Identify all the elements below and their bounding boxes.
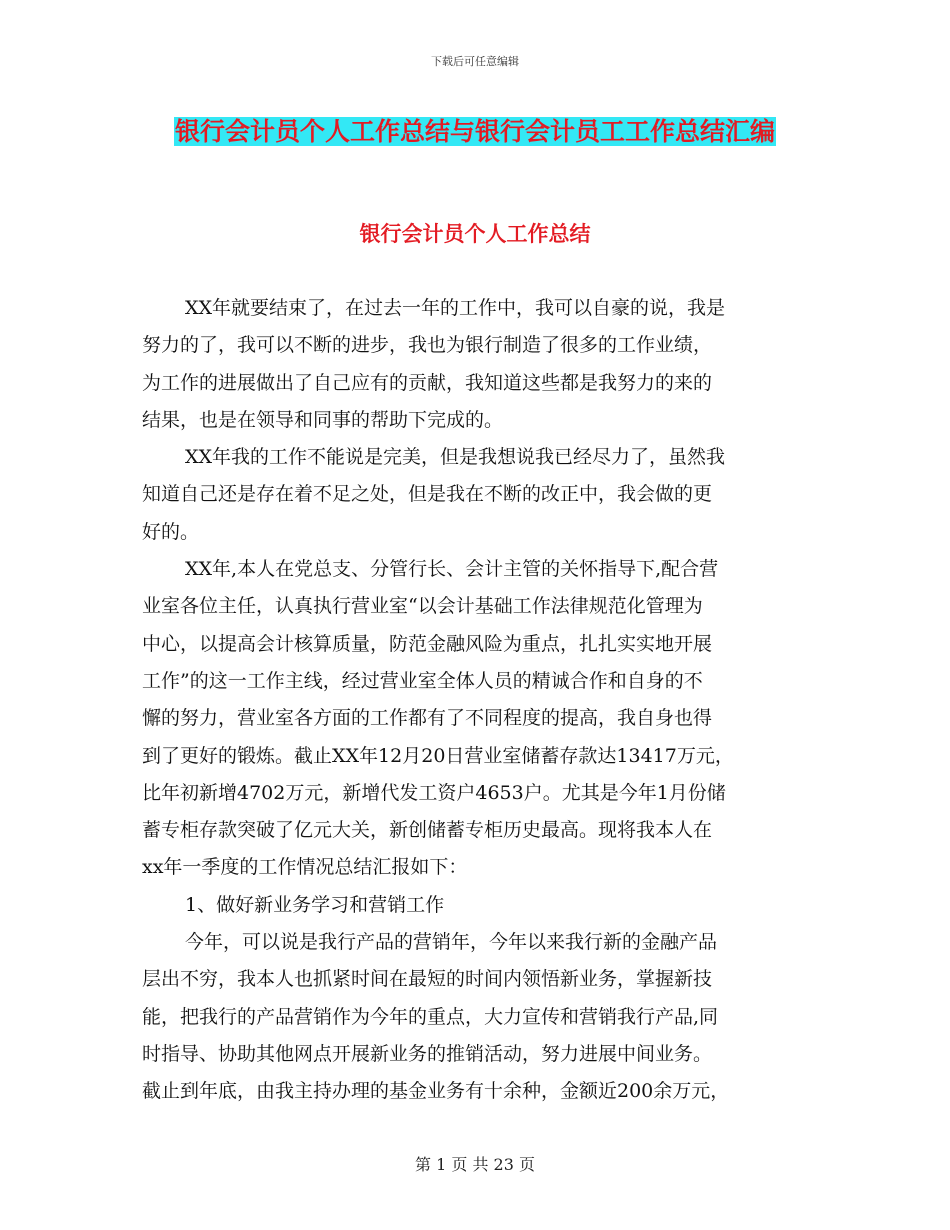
document-title — [150, 108, 800, 156]
body-line: 层出不穷，我本人也抓紧时间在最短的时间内领悟新业务，掌握新技 — [142, 968, 713, 991]
body-line: 蓄专柜存款突破了亿元大关，新创储蓄专柜历史最高。现将我本人在 — [142, 819, 713, 842]
body-line: XX年,本人在党总支、分管行长、会计主管的关怀指导下,配合营 — [185, 558, 719, 581]
page-footer: 第 1 页 共 23 页 — [415, 1155, 535, 1174]
body-line: 能，把我行的产品营销作为今年的重点，大力宣传和营销我行产品,同 — [142, 1005, 719, 1028]
body-line: 今年，可以说是我行产品的营销年，今年以来我行新的金融产品 — [185, 931, 718, 954]
document-title-text: 银行会计员个人工作总结与银行会计员工工作总结汇编 — [174, 117, 775, 146]
body-line: 知道自己还是存在着不足之处，但是我在不断的改正中，我会做的更 — [142, 483, 713, 506]
body-line: 工作”的这一工作主线，经过营业室全体人员的精诚合作和自身的不 — [142, 669, 703, 692]
body-line: XX年就要结束了，在过去一年的工作中，我可以自豪的说，我是 — [185, 297, 726, 319]
body-text — [142, 290, 812, 1111]
body-line: 结果，也是在领导和同事的帮助下完成的。 — [142, 408, 504, 431]
body-line: 业室各位主任，认真执行营业室“以会计基础工作法律规范化管理为 — [142, 595, 703, 618]
body-line: xx年一季度的工作情况总结汇报如下： — [142, 856, 468, 879]
body-line: 1、做好新业务学习和营销工作 — [185, 893, 445, 916]
body-line: 懈的努力，营业室各方面的工作都有了不同程度的提高，我自身也得 — [142, 707, 713, 730]
body-line: 截止到年底，由我主持办理的基金业务有十余种，金额近200余万元， — [142, 1080, 730, 1103]
body-line: 中心，以提高会计核算质量，防范金融风险为重点，扎扎实实地开展 — [142, 632, 713, 655]
body-line: 比年初新增4702万元，新增代发工资户4653户。尤其是今年1月份储 — [142, 781, 726, 804]
header-note: 下载后可任意编辑 — [431, 55, 519, 68]
body-line: 为工作的进展做出了自己应有的贡献，我知道这些都是我努力的来的 — [142, 371, 713, 394]
body-line: 努力的了，我可以不断的进步，我也为银行制造了很多的工作业绩， — [142, 334, 713, 357]
body-line: 时指导、协助其他网点开展新业务的推销活动，努力进展中间业务。 — [142, 1042, 713, 1065]
section-title: 银行会计员个人工作总结 — [359, 222, 591, 246]
body-line: XX年我的工作不能说是完美，但是我想说我已经尽力了，虽然我 — [185, 446, 726, 469]
body-line: 好的。 — [142, 520, 200, 543]
body-line: 到了更好的锻炼。截止XX年12月20日营业室储蓄存款达13417万元， — [142, 744, 734, 767]
